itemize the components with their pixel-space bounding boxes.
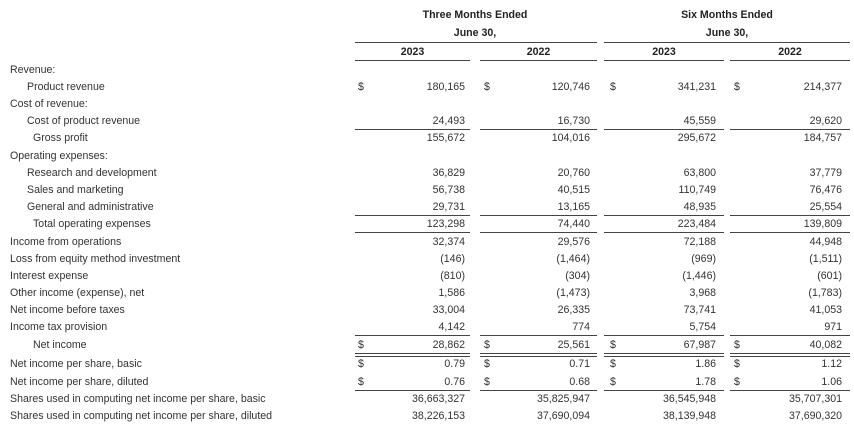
header-rule-three-months [355, 42, 597, 43]
eps-rule [730, 390, 850, 391]
dollar-sign: $ [484, 339, 490, 351]
total-rule [355, 232, 470, 233]
cell-value: 67,987 [683, 339, 716, 351]
year-rule-q-2023 [355, 60, 470, 61]
cell-value: 4,142 [438, 321, 465, 333]
cell-value: (1,783) [808, 287, 842, 299]
three-months-date: June 30, [453, 27, 497, 39]
subtotal-rule [480, 215, 597, 216]
cell-value: 223,484 [677, 218, 716, 230]
cell-value: 13,165 [557, 201, 590, 213]
net-income-rule-top [355, 353, 470, 354]
row-label: Gross profit [33, 132, 88, 144]
eps-rule [604, 390, 724, 391]
cell-value: 35,825,947 [536, 393, 590, 405]
subtotal-rule [355, 215, 470, 216]
cell-value: 1.06 [821, 376, 842, 388]
total-rule [730, 232, 850, 233]
row-label: Sales and marketing [27, 184, 124, 196]
dollar-sign: $ [358, 81, 364, 93]
cell-value: 16,730 [557, 115, 590, 127]
net-income-rule-top [730, 353, 850, 354]
cell-value: 155,672 [426, 132, 465, 144]
year-rule-ytd-2023 [604, 60, 724, 61]
cell-value: 25,554 [809, 201, 842, 213]
cell-value: 5,754 [689, 321, 716, 333]
net-income-rule-top [480, 353, 597, 354]
row-label: Operating expenses: [10, 150, 108, 162]
cell-value: 29,731 [432, 201, 465, 213]
net-income-rule-bottom [355, 356, 470, 357]
cell-value: (1,464) [556, 253, 590, 265]
six-months-date: June 30, [705, 27, 749, 39]
six-months-header [604, 9, 850, 39]
cell-value: 73,741 [683, 304, 716, 316]
cell-value: 28,862 [432, 339, 465, 351]
dollar-sign: $ [610, 339, 616, 351]
cell-value: 40,082 [809, 339, 842, 351]
row-label: Cost of revenue: [10, 98, 88, 110]
cell-value: 63,800 [683, 167, 716, 179]
row-label: Income from operations [10, 236, 122, 248]
subtotal-rule [730, 129, 850, 130]
cell-value: 45,559 [683, 115, 716, 127]
six-months-title: Six Months Ended [681, 9, 773, 21]
row-label: Net income per share, basic [10, 358, 142, 370]
cell-value: 1.86 [695, 358, 716, 370]
cell-value: 1.12 [821, 358, 842, 370]
eps-rule [355, 390, 470, 391]
dollar-sign: $ [358, 339, 364, 351]
row-label: Research and development [27, 167, 157, 179]
cell-value: 40,515 [557, 184, 590, 196]
cell-value: 139,809 [803, 218, 842, 230]
cell-value: (969) [691, 253, 716, 265]
subtotal-rule [730, 215, 850, 216]
row-label: Income tax provision [10, 321, 108, 333]
cell-value: 180,165 [426, 81, 465, 93]
cell-value: 36,829 [432, 167, 465, 179]
subtotal-rule [604, 335, 724, 336]
cell-value: 120,746 [551, 81, 590, 93]
cell-value: 0.68 [569, 376, 590, 388]
cell-value: 341,231 [677, 81, 716, 93]
dollar-sign: $ [358, 376, 364, 388]
subtotal-rule [604, 215, 724, 216]
year-header-ytd-2022: 2022 [778, 46, 802, 58]
dollar-sign: $ [358, 358, 364, 370]
cell-value: 184,757 [803, 132, 842, 144]
cell-value: 56,738 [432, 184, 465, 196]
cell-value: 774 [572, 321, 590, 333]
subtotal-rule [480, 335, 597, 336]
dollar-sign: $ [734, 81, 740, 93]
cell-value: 24,493 [432, 115, 465, 127]
dollar-sign: $ [610, 358, 616, 370]
cell-value: 25,561 [557, 339, 590, 351]
row-label: Total operating expenses [33, 218, 151, 230]
cell-value: 104,016 [551, 132, 590, 144]
cell-value: 72,188 [683, 236, 716, 248]
cell-value: 32,374 [432, 236, 465, 248]
dollar-sign: $ [610, 376, 616, 388]
year-header-q-2022: 2022 [526, 46, 551, 58]
row-label: Net income per share, diluted [10, 376, 149, 388]
dollar-sign: $ [484, 376, 490, 388]
row-label: Other income (expense), net [10, 287, 145, 299]
cell-value: 35,707,301 [788, 393, 842, 405]
row-label: Shares used in computing net income per share, diluted [10, 410, 273, 422]
cell-value: 3,968 [689, 287, 716, 299]
net-income-rule-bottom [730, 356, 850, 357]
dollar-sign: $ [610, 81, 616, 93]
cell-value: 38,226,153 [411, 410, 465, 422]
cell-value: 26,335 [557, 304, 590, 316]
subtotal-rule [355, 335, 470, 336]
cell-value: 0.79 [444, 358, 465, 370]
year-header-q-2023: 2023 [400, 46, 425, 58]
cell-value: 74,440 [557, 218, 590, 230]
eps-rule [480, 390, 597, 391]
subtotal-rule [730, 335, 850, 336]
cell-value: 214,377 [803, 81, 842, 93]
row-label: Revenue: [10, 64, 56, 76]
cell-value: 38,139,948 [662, 410, 716, 422]
cell-value: 29,620 [809, 115, 842, 127]
cell-value: (1,446) [682, 270, 716, 282]
cell-value: 37,690,094 [536, 410, 590, 422]
row-label: General and administrative [27, 201, 154, 213]
net-income-rule-bottom [604, 356, 724, 357]
row-label: Interest expense [10, 270, 89, 282]
year-rule-ytd-2022 [730, 60, 850, 61]
total-rule [480, 232, 597, 233]
cell-value: 110,749 [678, 184, 716, 196]
cell-value: 1.78 [695, 376, 716, 388]
row-label: Net income before taxes [10, 304, 125, 316]
year-header-ytd-2023: 2023 [652, 46, 676, 58]
row-label: Cost of product revenue [27, 115, 141, 127]
cell-value: 0.76 [444, 376, 465, 388]
cell-value: (146) [440, 253, 465, 265]
row-label: Loss from equity method investment [10, 253, 181, 265]
subtotal-rule [480, 129, 597, 130]
net-income-rule-bottom [480, 356, 597, 357]
cell-value: 33,004 [432, 304, 465, 316]
cell-value: 36,545,948 [662, 393, 716, 405]
dollar-sign: $ [734, 358, 740, 370]
row-label: Product revenue [27, 81, 105, 93]
row-label: Net income [33, 339, 87, 351]
row-label: Shares used in computing net income per share, basic [10, 393, 266, 405]
cell-value: 1,586 [438, 287, 465, 299]
year-rule-q-2022 [480, 60, 597, 61]
cell-value: 0.71 [569, 358, 590, 370]
cell-value: 295,672 [677, 132, 716, 144]
header-rule-six-months [604, 42, 850, 43]
three-months-header [355, 9, 595, 39]
cell-value: 123,298 [426, 218, 465, 230]
net-income-rule-top [604, 353, 724, 354]
cell-value: 37,779 [809, 167, 842, 179]
cell-value: 48,935 [683, 201, 716, 213]
cell-value: 76,476 [809, 184, 842, 196]
cell-value: 971 [824, 321, 842, 333]
cell-value: (304) [565, 270, 590, 282]
cell-value: (810) [440, 270, 465, 282]
three-months-title: Three Months Ended [422, 9, 528, 21]
cell-value: (601) [817, 270, 842, 282]
cell-value: 41,053 [809, 304, 842, 316]
subtotal-rule [604, 129, 724, 130]
dollar-sign: $ [484, 81, 490, 93]
dollar-sign: $ [734, 339, 740, 351]
cell-value: 20,760 [557, 167, 590, 179]
total-rule [604, 232, 724, 233]
dollar-sign: $ [734, 376, 740, 388]
dollar-sign: $ [484, 358, 490, 370]
cell-value: 36,663,327 [411, 393, 465, 405]
subtotal-rule [355, 129, 470, 130]
cell-value: 29,576 [557, 236, 590, 248]
cell-value: (1,473) [556, 287, 590, 299]
cell-value: 37,690,320 [788, 410, 842, 422]
cell-value: 44,948 [809, 236, 842, 248]
cell-value: (1,511) [809, 253, 842, 265]
